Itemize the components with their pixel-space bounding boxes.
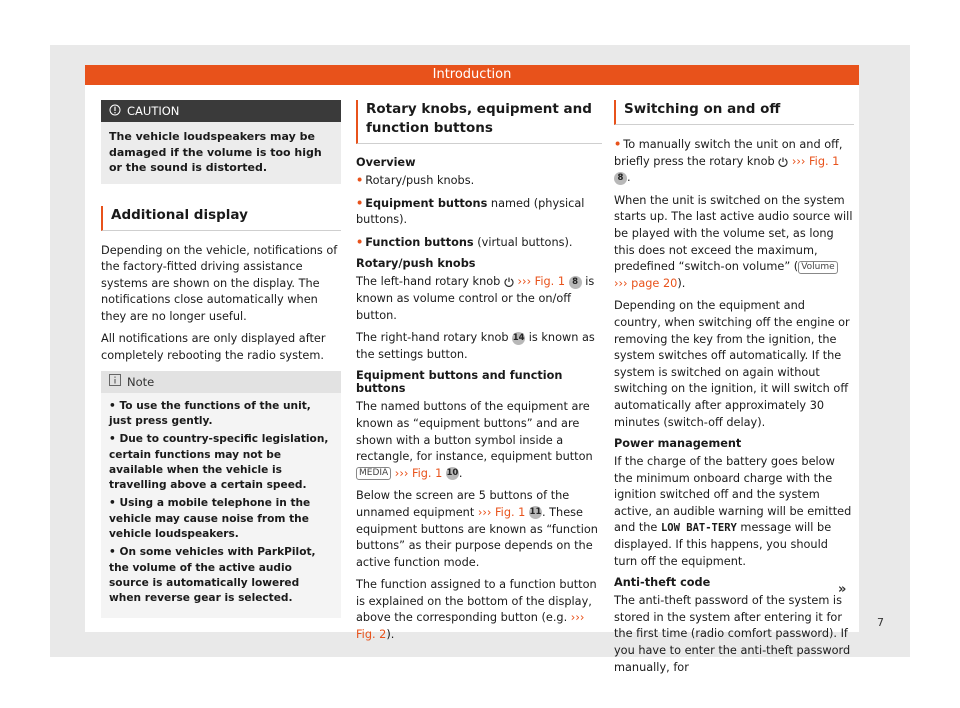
continue-marker: » xyxy=(838,582,847,597)
knob-icon xyxy=(504,275,514,288)
caution-box xyxy=(101,100,341,184)
note-item: • Due to country-specific legislation, certain functions may not be available when the vehicle is travelling above a certain speed. xyxy=(109,433,329,492)
column-1 xyxy=(101,100,341,618)
subhead-anti-theft: Anti-theft code xyxy=(614,576,711,590)
column-2 xyxy=(356,100,602,650)
note-box xyxy=(101,371,341,618)
paragraph: All notifications are only displayed after completely rebooting the radio system. xyxy=(101,332,326,363)
caution-text: The vehicle loudspeakers may be damaged if the volume is too high or the sound is distorted. xyxy=(109,130,322,174)
callout-number: 8 xyxy=(569,276,582,289)
paragraph: Depending on the vehicle, notifications of the factory-fitted driving assistance systems are shown on the display. The notifications close automatically when they are no longer useful. xyxy=(101,243,338,323)
paragraph: The named buttons of the equipment are known as “equipment buttons” and are shown with a button symbol inside a rectangle, for instance, equipment button MEDIA ››› Fig. 1 10. xyxy=(356,400,593,480)
note-item: • Using a mobile telephone in the vehicle may cause noise from the vehicle loudspeakers. xyxy=(109,497,311,541)
paragraph: The right-hand rotary knob 14 is known as the settings button. xyxy=(356,331,595,361)
info-icon xyxy=(109,371,121,393)
paragraph: If the charge of the battery goes below the minimum onboard charge with the ignition switched off and the system active, an audible warning will be emitted and the LOW BAT-TERY message will be displayed. If this happens, you should turn off the equipment. xyxy=(614,455,852,568)
callout-number: 8 xyxy=(614,172,627,185)
subhead-overview: Overview xyxy=(356,156,416,169)
paragraph: The anti-theft password of the system is stored in the system after entering it for the first time (radio comfort password). If you have to enter the anti-theft password manually, for xyxy=(614,594,851,674)
section-title-additional-display: Additional display xyxy=(101,206,341,231)
paragraph: Depending on the equipment and country, when switching off the engine or removing the key from the ignition, the system switches off automatically. If the system is switched on again without switching on the ignition, it will switch off automatically after approximately 30 minutes (switch-off delay). xyxy=(614,299,850,429)
figure-link[interactable]: ››› Fig. 1 xyxy=(791,154,840,168)
bullet-item: • To manually switch the unit on and off, briefly press the rotary knob ››› Fig. 1 8 . xyxy=(614,138,843,185)
figure-link[interactable]: ››› Fig. 1 xyxy=(394,466,443,480)
note-item: • On some vehicles with ParkPilot, the volume of the active audio source is automatically lowered when reverse gear is selected. xyxy=(109,546,316,605)
note-title: Note xyxy=(127,374,155,389)
callout-number: 14 xyxy=(512,332,525,343)
bullet-item: • Function buttons (virtual buttons). xyxy=(356,235,573,249)
section-title-switching: Switching on and off xyxy=(614,100,854,125)
volume-button-symbol: Volume xyxy=(798,261,837,274)
knob-icon xyxy=(778,155,788,168)
caution-title: CAUTION xyxy=(127,104,180,118)
paragraph: The function assigned to a function button is explained on the bottom of the display, above the corresponding button (e.g. ››› Fig. 2). xyxy=(356,578,597,642)
callout-number: 11 xyxy=(529,507,542,518)
paragraph: Below the screen are 5 buttons of the unnamed equipment ››› Fig. 1 11. These equipment buttons are known as “function buttons” as their purpose depends on the active function mode. xyxy=(356,489,598,569)
paragraph: When the unit is switched on the system starts up. The last active audio source will be played with the volume set, as long this does not exceed the maximum, predefined “switch-on volume” ( Volume ››› page 20). xyxy=(614,193,853,290)
caution-header xyxy=(101,100,341,122)
bullet-item: • Equipment buttons named (physical buttons). xyxy=(356,196,585,227)
media-button-symbol: MEDIA xyxy=(356,467,391,480)
note-item: • To use the functions of the unit, just press gently. xyxy=(109,399,311,427)
callout-number: 10 xyxy=(446,468,459,479)
chapter-header: Introduction xyxy=(85,65,859,85)
note-list xyxy=(101,393,341,618)
caution-icon xyxy=(109,101,121,123)
note-header xyxy=(101,371,341,393)
figure-link[interactable]: ››› Fig. 1 xyxy=(517,275,566,289)
section-title-rotary-knobs: Rotary knobs, equipment and function buttons xyxy=(356,100,602,144)
subhead-rotary-knobs: Rotary/push knobs xyxy=(356,257,476,271)
display-message-code: LOW BAT-TERY xyxy=(660,522,737,535)
paragraph: The left-hand rotary knob ››› Fig. 1 8 is known as volume control or the on/off button. xyxy=(356,275,595,322)
figure-link[interactable]: ››› Fig. 1 xyxy=(477,505,526,519)
column-3 xyxy=(614,100,854,682)
bullet-item: • Rotary/push knobs. xyxy=(356,174,475,187)
page-link[interactable]: ››› page 20 xyxy=(614,276,678,290)
page-number: 7 xyxy=(877,616,884,629)
subhead-equipment-buttons: Equipment buttons and function buttons xyxy=(356,369,563,396)
figure-link[interactable]: ››› Fig. 2 xyxy=(356,611,585,642)
subhead-power-management: Power management xyxy=(614,437,742,451)
